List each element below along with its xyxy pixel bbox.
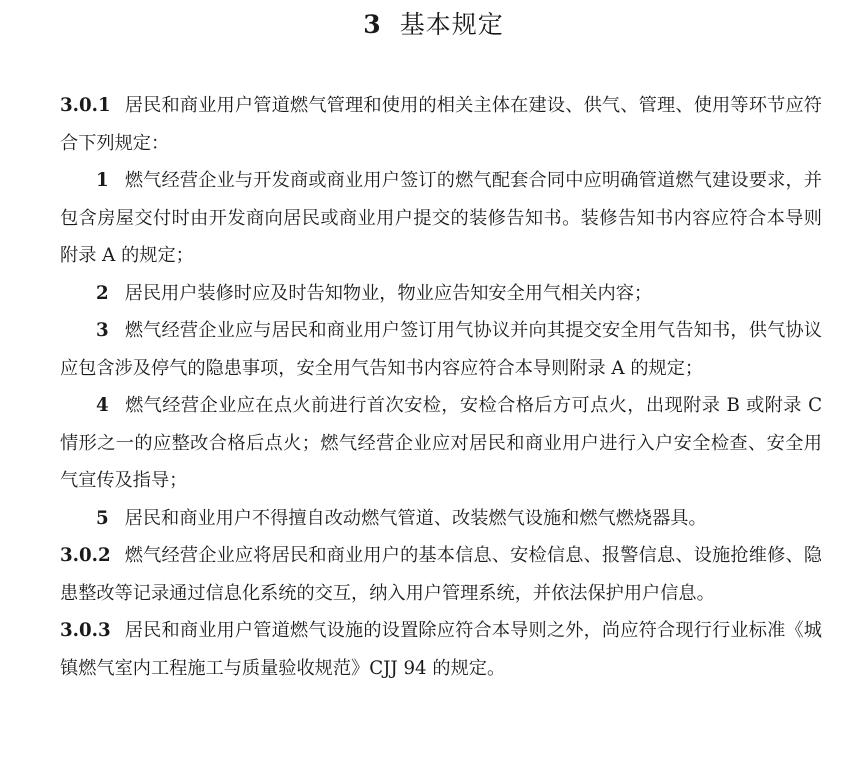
clause-text: 居民和商业用户管道燃气管理和使用的相关主体在建设、供气、管理、使用等环节应符合下列规定： — [60, 95, 822, 154]
clause-item — [60, 312, 822, 387]
clause-item — [60, 387, 822, 500]
item-text: 居民和商业用户不得擅自改动燃气管道、改装燃气设施和燃气燃烧器具。 — [124, 507, 707, 529]
clause-item — [60, 275, 822, 313]
clause-text: 燃气经营企业应将居民和商业用户的基本信息、安检信息、报警信息、设施抢维修、隐患整改等记录通过信息化系统的交互，纳入用户管理系统，并依法保护用户信息。 — [60, 545, 822, 604]
section-title: 基本规定 — [399, 10, 504, 39]
item-text: 燃气经营企业与开发商或商业用户签订的燃气配套合同中应明确管道燃气建设要求，并包含房屋交付时由开发商向居民或商业用户提交的装修告知书。装修告知书内容应符合本导则附录 A 的规定； — [60, 170, 822, 266]
section-body — [60, 87, 822, 687]
item-number: 1 — [96, 170, 109, 191]
section-heading — [0, 8, 867, 42]
clause-3-0-2 — [60, 537, 822, 612]
clause-number: 3.0.1 — [60, 95, 111, 116]
section-number: 3 — [363, 10, 382, 39]
item-number: 3 — [96, 320, 109, 341]
item-text: 燃气经营企业应在点火前进行首次安检，安检合格后方可点火，出现附录 B 或附录 C 情形之一的应整改合格后点火；燃气经营企业应对居民和商业用户进行入户安全检查、安全用气宣传及指导； — [60, 395, 822, 491]
clause-text: 居民和商业用户管道燃气设施的设置除应符合本导则之外，尚应符合现行行业标准《城镇燃气室内工程施工与质量验收规范》CJJ 94 的规定。 — [60, 620, 822, 679]
clause-3-0-3 — [60, 612, 822, 687]
item-text: 燃气经营企业应与居民和商业用户签订用气协议并向其提交安全用气告知书，供气协议应包含涉及停气的隐患事项，安全用气告知书内容应符合本导则附录 A 的规定； — [60, 320, 822, 379]
item-number: 2 — [96, 282, 109, 304]
clause-item — [60, 500, 822, 538]
item-number: 5 — [96, 507, 109, 529]
item-text: 居民用户装修时应及时告知物业，物业应告知安全用气相关内容； — [124, 282, 653, 304]
clause-number: 3.0.2 — [60, 545, 111, 566]
clause-item — [60, 162, 822, 275]
item-number: 4 — [96, 395, 109, 416]
clause-3-0-1 — [60, 87, 822, 162]
clause-number: 3.0.3 — [60, 620, 111, 641]
